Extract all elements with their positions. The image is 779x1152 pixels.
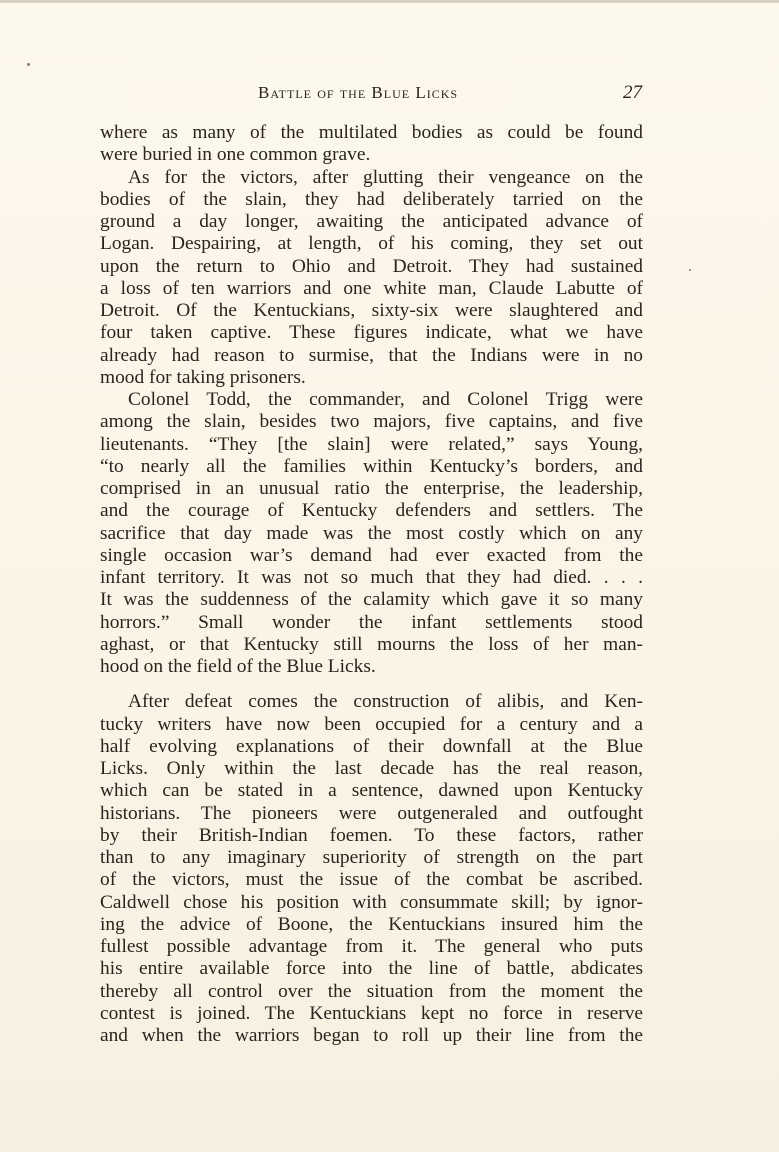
body-text xyxy=(100,122,643,1047)
text-line: ing the advice of Boone, the Kentuckians insured him the xyxy=(100,913,643,935)
text-line: by their British-Indian foemen. To these factors, rather xyxy=(100,824,643,846)
text-line: half evolving explanations of their downfall at the Blue xyxy=(100,735,643,757)
paragraph xyxy=(100,691,643,1047)
text-line: As for the victors, after glutting their vengeance on the xyxy=(128,166,643,188)
paragraph xyxy=(100,389,643,678)
section-break xyxy=(100,678,643,691)
scan-edge xyxy=(0,0,779,3)
text-line: than to any imaginary superiority of strength on the part xyxy=(100,847,643,868)
text-line: horrors.” Small wonder the infant settlements stood xyxy=(100,611,643,633)
text-line: his entire available force into the line of battle, abdicates xyxy=(100,958,643,980)
running-title: Battle of the Blue Licks xyxy=(258,83,459,102)
text-line: fullest possible advantage from it. The general who puts xyxy=(100,936,643,957)
text-line: tucky writers have now been occupied for a century and a xyxy=(100,713,643,735)
text-line: were buried in one common grave. xyxy=(100,144,371,166)
paper-speck xyxy=(689,269,691,271)
paragraph xyxy=(100,122,643,167)
text-line: Licks. Only within the last decade has the real reason, xyxy=(100,758,643,779)
text-line: sacrifice that day made was the most costly which on any xyxy=(100,522,643,544)
text-line: infant territory. It was not so much that they had died. . . . xyxy=(100,567,643,588)
text-line: ground a day longer, awaiting the anticipated advance of xyxy=(100,211,643,232)
text-line: upon the return to Ohio and Detroit. They had sustained xyxy=(100,255,643,277)
page-number: 27 xyxy=(623,82,642,103)
text-line: Detroit. Of the Kentuckians, sixty-six were slaughtered and xyxy=(100,300,643,321)
text-line: of the victors, must the issue of the combat be ascribed. xyxy=(100,869,643,891)
text-line: which can be stated in a sentence, dawned upon Kentucky xyxy=(100,780,643,802)
paper-speck xyxy=(27,63,30,66)
text-line: It was the suddenness of the calamity which gave it so many xyxy=(100,589,643,611)
text-line: where as many of the multilated bodies as could be found xyxy=(100,122,643,143)
text-line: mood for taking prisoners. xyxy=(100,366,306,388)
text-line: Colonel Todd, the commander, and Colonel Trigg were xyxy=(128,389,643,410)
text-line: among the slain, besides two majors, five captains, and five xyxy=(100,411,643,433)
text-line: and when the warriors began to roll up their line from the xyxy=(100,1025,643,1046)
paragraph xyxy=(100,167,643,390)
text-line: aghast, or that Kentucky still mourns the loss of her man- xyxy=(100,633,643,655)
text-line: contest is joined. The Kentuckians kept no force in reserve xyxy=(100,1002,643,1024)
text-line: lieutenants. “They [the slain] were related,” says Young, xyxy=(100,433,643,455)
text-line: “to nearly all the families within Kentucky’s borders, and xyxy=(100,455,643,477)
text-line: a loss of ten warriors and one white man, Claude Labutte of xyxy=(100,277,643,299)
text-line: already had reason to surmise, that the Indians were in no xyxy=(100,344,643,366)
text-line: single occasion war’s demand had ever exacted from the xyxy=(100,544,643,566)
text-line: historians. The pioneers were outgeneraled and outfought xyxy=(100,802,643,824)
text-line: After defeat comes the construction of alibis, and Ken- xyxy=(128,691,643,713)
text-line: thereby all control over the situation from the moment the xyxy=(100,980,643,1002)
text-line: Logan. Despairing, at length, of his coming, they set out xyxy=(100,233,643,255)
text-line: hood on the field of the Blue Licks. xyxy=(100,656,376,677)
text-line: and the courage of Kentucky defenders and settlers. The xyxy=(100,500,643,522)
page-header xyxy=(100,80,642,106)
text-line: Caldwell chose his position with consummate skill; by ignor- xyxy=(100,891,643,913)
text-line: four taken captive. These figures indicate, what we have xyxy=(100,322,643,344)
text-line: bodies of the slain, they had deliberately tarried on the xyxy=(100,188,643,210)
text-line: comprised in an unusual ratio the enterprise, the leadership, xyxy=(100,478,643,499)
